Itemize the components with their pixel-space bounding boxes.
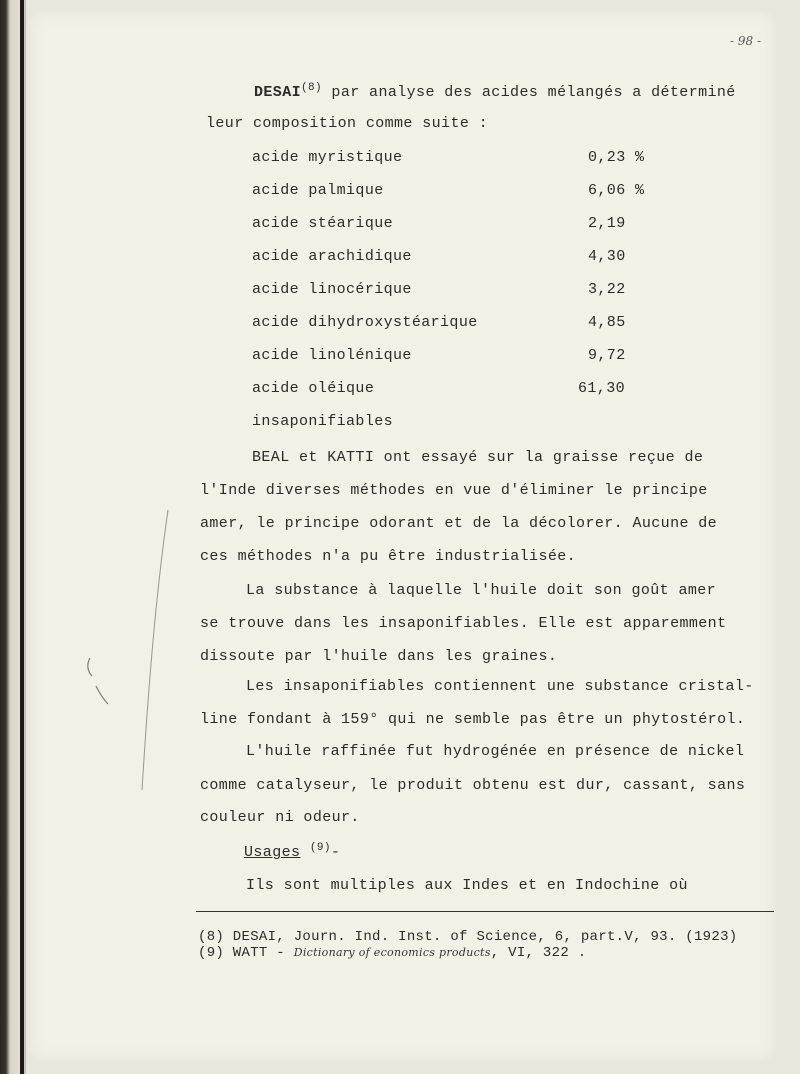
composition-row-value: 61,30 <box>578 380 626 397</box>
body-line: l'Inde diverses méthodes en vue d'éliminer le principe <box>200 482 708 499</box>
composition-row-name: acide dihydroxystéarique <box>252 314 478 331</box>
composition-row-value: 3,22 <box>588 281 626 298</box>
spine-shadow <box>20 0 24 1074</box>
body-line: line fondant à 159° qui ne semble pas être un phytostérol. <box>200 711 746 728</box>
body-line: dissoute par l'huile dans les graines. <box>200 648 558 665</box>
section-heading <box>244 842 340 861</box>
composition-row-value: 4,85 <box>588 314 626 331</box>
intro-line-1 <box>254 82 736 101</box>
intro-line-2: leur composition comme suite : <box>206 115 489 132</box>
composition-row-name: acide linocérique <box>252 281 412 298</box>
composition-row-value: 2,19 <box>588 215 626 232</box>
composition-row-value: 4,30 <box>588 248 626 265</box>
body-line: se trouve dans les insaponifiables. Elle est apparemment <box>200 615 727 632</box>
body-line: amer, le principe odorant et de la décolorer. Aucune de <box>200 515 718 532</box>
section-ref: (9) <box>309 842 331 854</box>
footnote-9-handwritten: Dictionary of economics products <box>293 946 491 959</box>
section-text: Ils sont multiples aux Indes et en Indochine où <box>246 877 688 894</box>
body-line: comme catalyseur, le produit obtenu est dur, cassant, sans <box>200 777 746 794</box>
footnote-9-suffix: , VI, 322 . <box>490 945 587 961</box>
footnote-9-prefix: (9) WATT - <box>198 945 286 961</box>
intro-line-1-rest: par analyse des acides mélangés a déterminé <box>322 84 736 101</box>
composition-row-name: insaponifiables <box>252 413 394 430</box>
body-line: La substance à laquelle l'huile doit son goût amer <box>246 582 717 599</box>
margin-pencil-marks <box>80 500 180 800</box>
body-line: BEAL et KATTI ont essayé sur la graisse reçue de <box>252 449 704 466</box>
section-suffix: - <box>330 844 341 861</box>
body-line: L'huile raffinée fut hydrogénée en présence de nickel <box>246 743 745 760</box>
composition-row-name: acide linolénique <box>252 347 412 364</box>
body-line: couleur ni odeur. <box>200 809 360 826</box>
composition-row-name: acide myristique <box>252 149 403 166</box>
body-line: Les insaponifiables contiennent une substance cristal- <box>246 678 754 695</box>
composition-row-name: acide oléique <box>252 380 375 397</box>
footnote-8: (8) DESAI, Journ. Ind. Inst. of Science, 6, part.V, 93. (1923) <box>198 929 738 945</box>
intro-author: DESAI <box>254 84 302 101</box>
intro-ref: (8) <box>301 82 323 94</box>
body-line: ces méthodes n'a pu être industrialisée. <box>200 548 577 565</box>
composition-row-name: acide arachidique <box>252 248 412 265</box>
composition-row-value: 9,72 <box>588 347 626 364</box>
composition-row-value: 6,06 % <box>588 182 645 199</box>
footnote-divider <box>196 911 774 912</box>
page-number: - 98 - <box>730 34 762 48</box>
composition-row-value: 0,23 % <box>588 149 645 166</box>
composition-row-name: acide stéarique <box>252 215 394 232</box>
section-title: Usages <box>244 844 301 861</box>
footnote-9 <box>198 945 586 961</box>
composition-row-name: acide palmique <box>252 182 384 199</box>
